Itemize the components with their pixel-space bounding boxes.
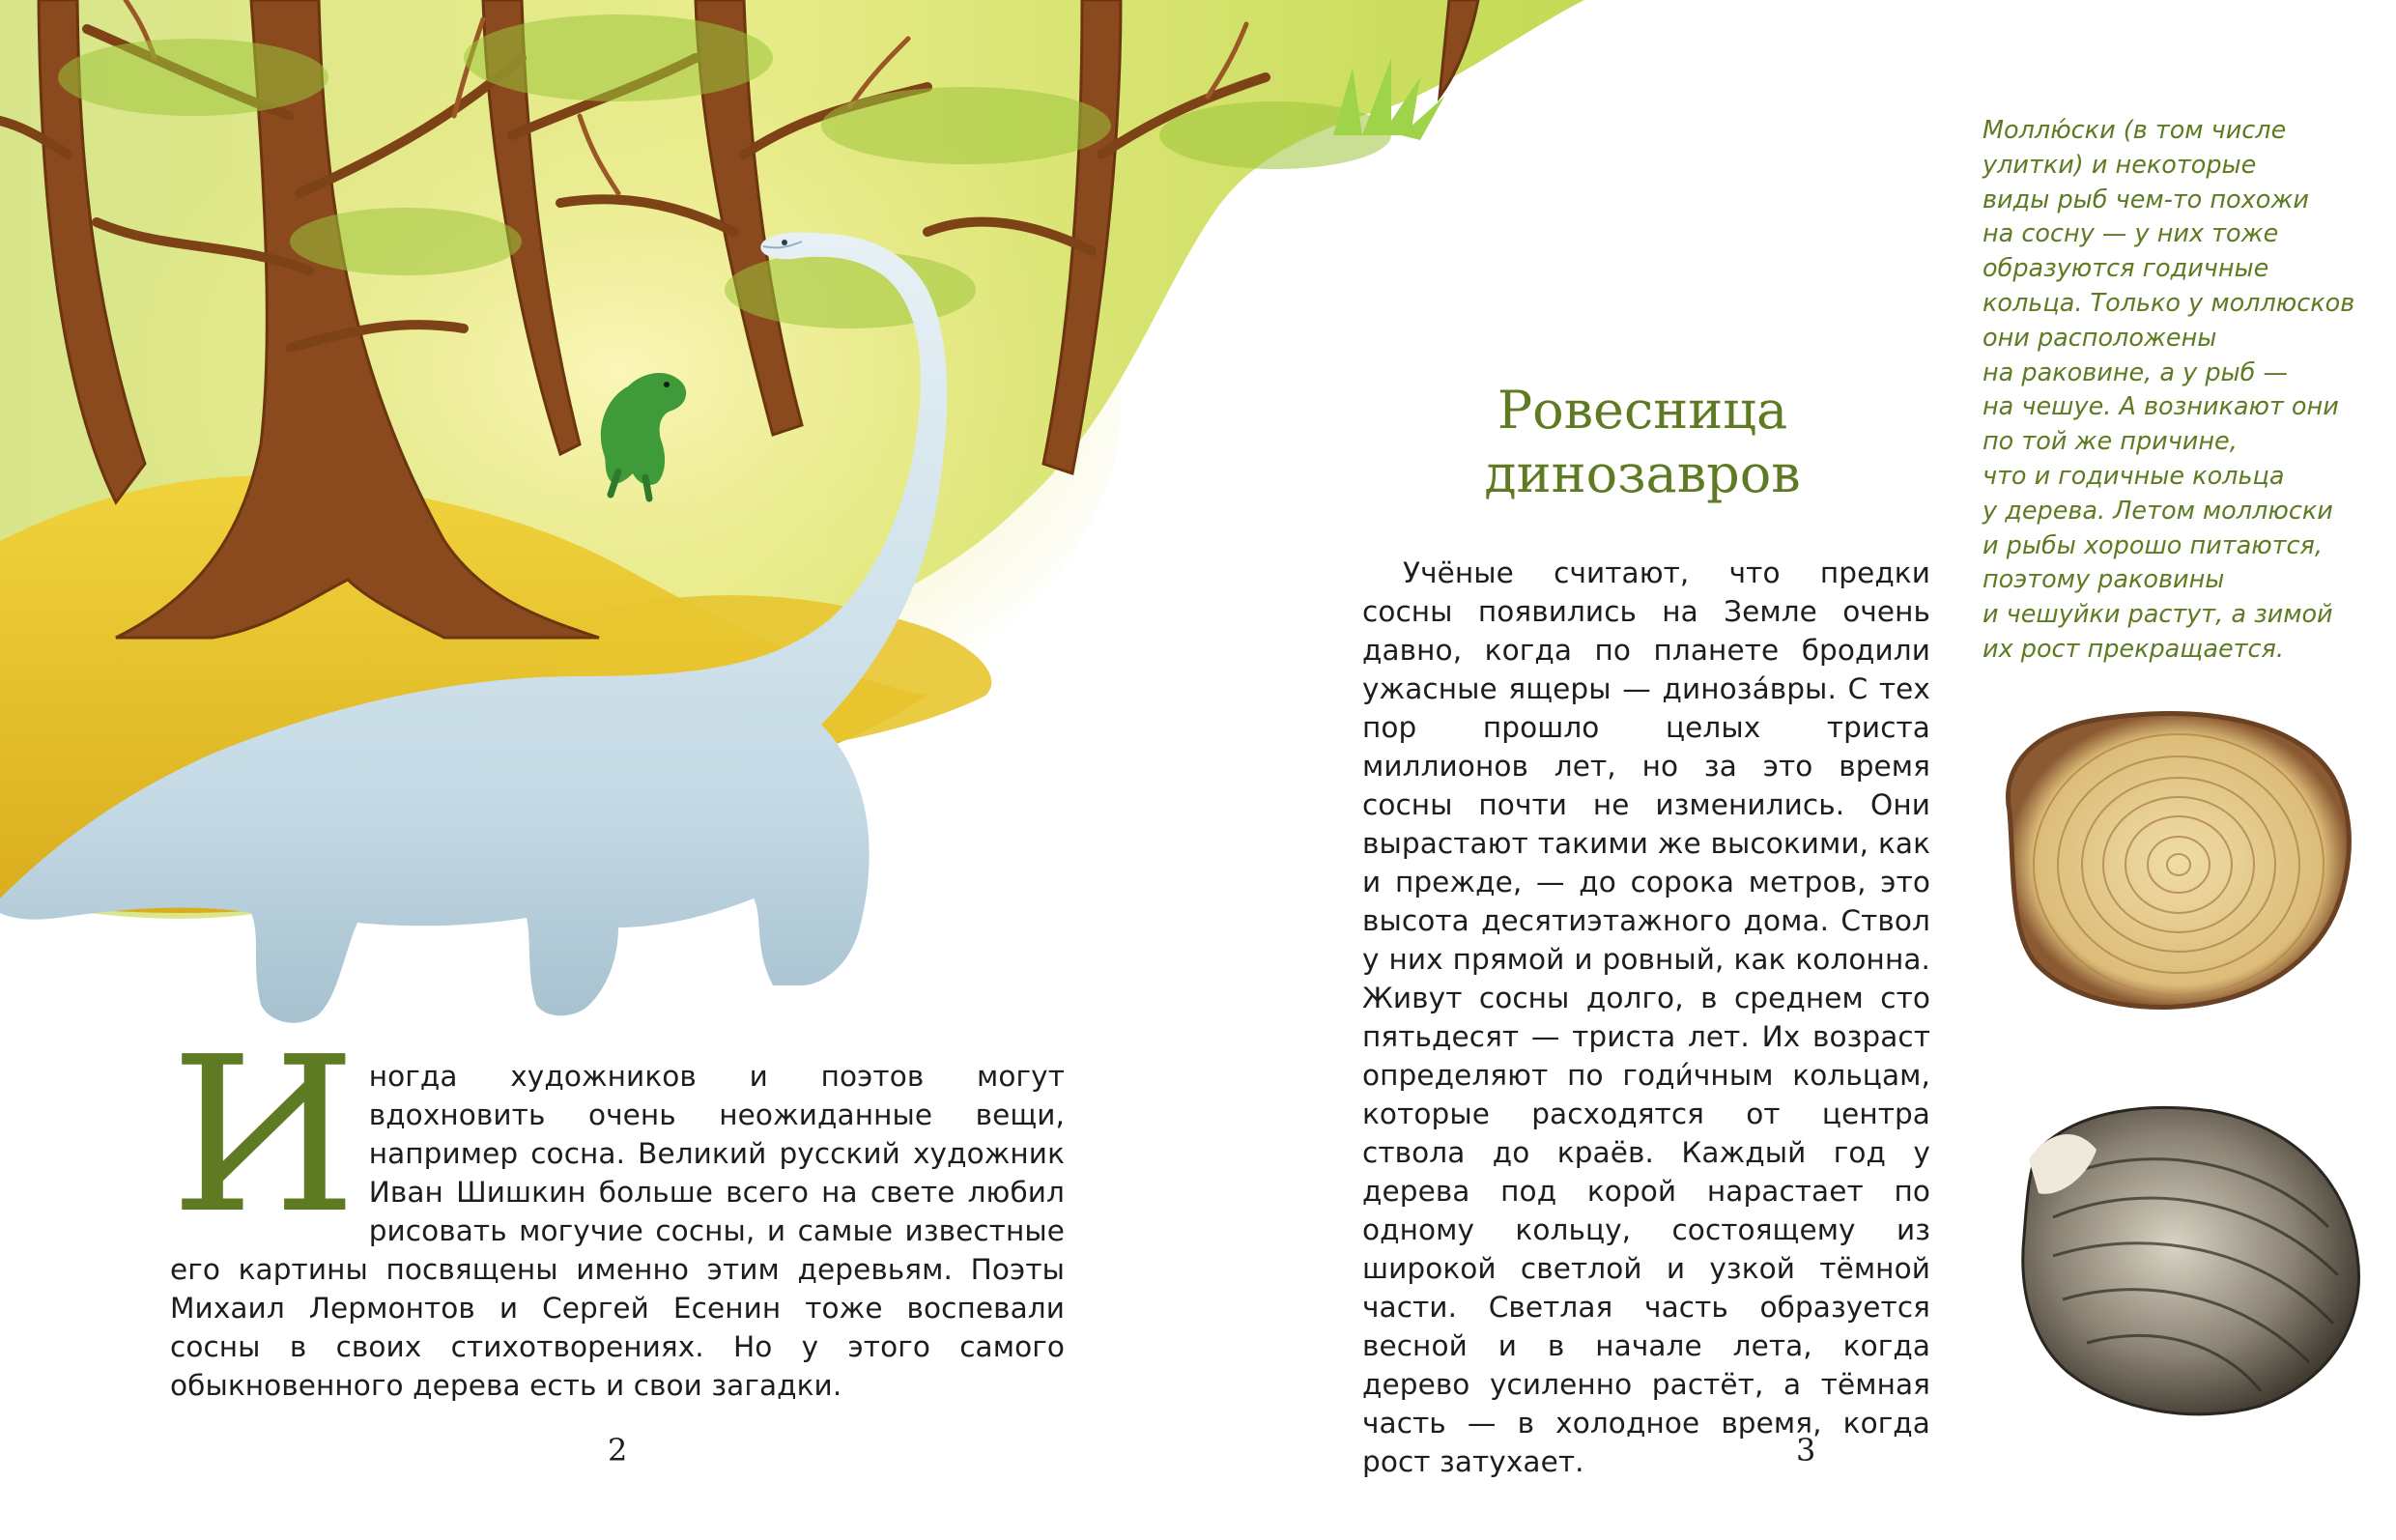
- sidebar-note-line: на раковине, а у рыб —: [1982, 357, 2288, 387]
- sidebar-note-line: и чешуйки растут, а зимой: [1982, 600, 2333, 630]
- sidebar-note-line: Моллю́ски (в том числе: [1982, 116, 2287, 145]
- tree-stump-illustration: [2008, 714, 2349, 1008]
- sidebar-note-line: и рыбы хорошо питаются,: [1982, 530, 2323, 560]
- article-paragraph: Учёные считают, что предки сосны появились на Земле очень давно, когда по планете бродили ужасные ящеры — диноза́вры. С тех пор прошло целых триста миллионов лет, но за это время сосны почти не изменились. Они вырастают такими же высокими, как и прежде, — до сорока метров, это высота десятиэтажного дома. Ствол у них прямой и ровный, как колонна. Живут сосны долго, в среднем сто пятьдесят — триста лет. Их возраст определяют по годи́чным кольцам, которые расходятся от центра ствола до краёв. Каждый год у дерева под корой нарастает по одному кольцу, состоящему из широкой светлой и узкой тёмной части. Светлая часть образуется весной и в начале лета, когда дерево усиленно растёт, а тёмная часть — в холодное время, когда рост затухает.: [1362, 556, 1930, 1478]
- intro-paragraph: [170, 1012, 1065, 1405]
- sidebar-note-line: их рост прекращается.: [1982, 634, 2284, 664]
- sidebar-note-line: образуются годичные: [1982, 254, 2269, 284]
- article-title-line: динозавров: [1484, 443, 1801, 504]
- sidebar-note-line: они расположены: [1982, 323, 2217, 353]
- sidebar-note-line: кольца. Только у моллюсков: [1982, 288, 2355, 318]
- sidebar-note-line: поэтому раковины: [1982, 565, 2225, 595]
- sidebar-note-line: улитки) и некоторые: [1982, 150, 2257, 180]
- mollusk-shell-illustration: [2023, 1107, 2359, 1413]
- article-title: [1353, 379, 1932, 506]
- sidebar-note-line: виды рыб чем-то похожи: [1982, 185, 2309, 214]
- sidebar-note-line: у дерева. Летом моллюски: [1982, 496, 2333, 526]
- article-title-line: Ровесница: [1497, 380, 1788, 441]
- sidebar-note-line: на чешуе. А возникают они: [1982, 392, 2339, 422]
- sidebar-note: [1982, 114, 2369, 668]
- drop-cap: И: [170, 1012, 357, 1261]
- page-number-right: 3: [1796, 1432, 1816, 1469]
- sidebar-note-line: что и годичные кольца: [1982, 461, 2285, 491]
- intro-paragraph-text: ногда художников и поэтов могут вдохновить очень неожиданные вещи, например сосна. Великий русский художник Иван Шишкин больше всего на свете любил рисовать могучие сосны, и самые известные его картины посвящены именно этим деревьям. Поэты Михаил Лермонтов и Сергей Есенин тоже воспевали сосны в своих стихотворениях. Но у этого самого обыкновенного дерева есть и свои загадки.: [170, 1060, 1065, 1402]
- sidebar-note-line: по той же причине,: [1982, 427, 2238, 457]
- sidebar-note-line: на сосну — у них тоже: [1982, 219, 2279, 249]
- page-number-left: 2: [608, 1432, 628, 1469]
